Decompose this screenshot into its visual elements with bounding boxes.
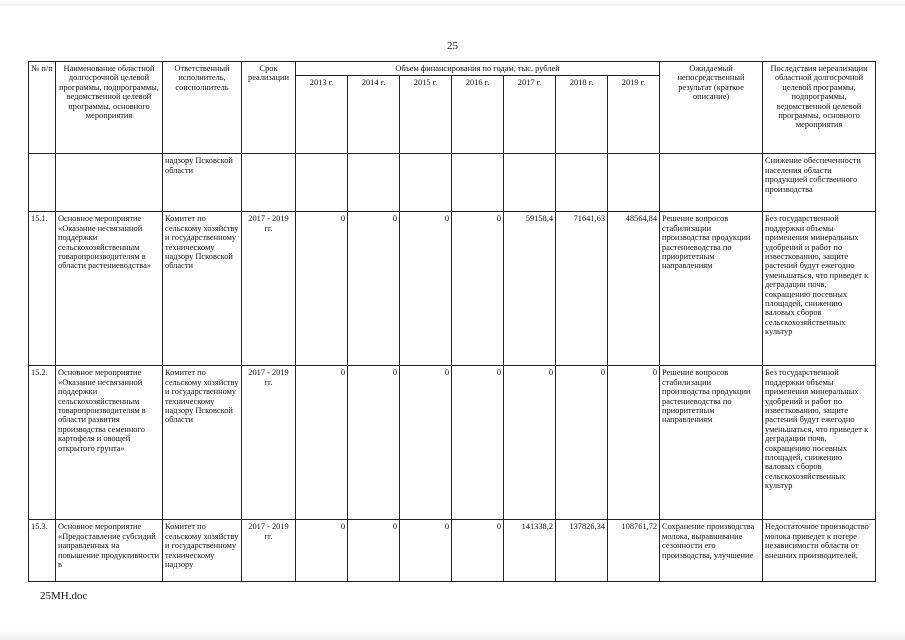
footer-filename: 25МН.doc <box>40 590 88 602</box>
row-term: 2017 - 2019 гг. <box>242 212 296 366</box>
row-value: 0 <box>400 520 452 582</box>
row-value: 0 <box>348 366 400 520</box>
header-year: 2016 г. <box>452 76 504 154</box>
table-row <box>29 154 876 212</box>
row-value: 0 <box>556 366 608 520</box>
row-executor: надзору Псковской области <box>163 154 242 212</box>
row-value <box>504 154 556 212</box>
row-name: Основное мероприятие «Оказание несвязанной поддержки сельскохозяйственным товаропроизводителям в области растениеводства» <box>56 212 163 366</box>
row-name: Основное мероприятие «Оказание несвязанной поддержки сельскохозяйственным товаропроизводителям в области развития производства семенного картофеля и овощей открытого грунта» <box>56 366 163 520</box>
scan-edge-bottom <box>0 630 905 640</box>
row-value <box>348 154 400 212</box>
header-year: 2017 г. <box>504 76 556 154</box>
page-number: 25 <box>447 40 458 52</box>
row-num: 15.1. <box>29 212 56 366</box>
row-value <box>608 154 660 212</box>
row-value: 0 <box>452 212 504 366</box>
header-funding: Объем финансирования по годам, тыс. рублей <box>296 62 660 76</box>
table-row <box>29 366 876 520</box>
row-num <box>29 154 56 212</box>
row-consequences: Недостаточное производство молока приведет к потере независимости области от внешних производителей, <box>763 520 876 582</box>
row-executor: Комитет по сельскому хозяйству и государственному техническому надзору Псковской области <box>163 212 242 366</box>
row-value: 48564,84 <box>608 212 660 366</box>
row-value: 0 <box>348 520 400 582</box>
row-term: 2017 - 2019 гг. <box>242 520 296 582</box>
header-year: 2019 г. <box>608 76 660 154</box>
row-value: 0 <box>296 520 348 582</box>
row-num: 15.2. <box>29 366 56 520</box>
header-executor: Ответственный исполнитель, соисполнитель <box>163 62 242 154</box>
row-value: 0 <box>296 212 348 366</box>
row-value: 0 <box>400 366 452 520</box>
header-year: 2018 г. <box>556 76 608 154</box>
row-result: Решение вопросов стабилизации производства продукции растениеводства по приоритетным направлениям <box>660 212 763 366</box>
row-result: Решение вопросов стабилизации производства продукции растениеводства по приоритетным направлениям <box>660 366 763 520</box>
row-consequences: Без государственной поддержки объемы применения минеральных удобрений и работ по известкованию, защите растений будут ежегодно уменьшаться, что приведет к деградации почв, сокращению посевных площадей, снижению валовых сборов сельскохозяйственных культур <box>763 212 876 366</box>
header-result: Ожидаемый непосредственный результат (краткое описание) <box>660 62 763 154</box>
row-result: Сохранение производства молока, выравнивание сезонности его производства, улучшение <box>660 520 763 582</box>
row-value: 71641,63 <box>556 212 608 366</box>
row-value: 0 <box>400 212 452 366</box>
row-value <box>400 154 452 212</box>
row-executor: Комитет по сельскому хозяйству и государственному техническому надзору <box>163 520 242 582</box>
row-consequences: Снижение обеспеченности населения области продукцией собственного производства <box>763 154 876 212</box>
row-value: 108761,72 <box>608 520 660 582</box>
row-value <box>452 154 504 212</box>
row-value: 137826,34 <box>556 520 608 582</box>
row-value: 0 <box>452 366 504 520</box>
row-value: 0 <box>608 366 660 520</box>
header-year: 2014 г. <box>348 76 400 154</box>
row-executor: Комитет по сельскому хозяйству и государственному техническому надзору Псковской области <box>163 366 242 520</box>
row-value <box>296 154 348 212</box>
table-row <box>29 212 876 366</box>
row-term: 2017 - 2019 гг. <box>242 366 296 520</box>
program-table <box>28 61 876 582</box>
row-value: 0 <box>296 366 348 520</box>
header-name: Наименование областной долгосрочной целевой программы, подпрограммы, ведомственной целевой программы, основного мероприятия <box>56 62 163 154</box>
row-name: Основное мероприятие «Предоставление субсидий направленных на повышение продуктивности в <box>56 520 163 582</box>
row-value: 0 <box>452 520 504 582</box>
row-consequences: Без государственной поддержки объемы применения минеральных удобрений и работ по известкованию, защите растений будут ежегодно уменьшаться, что приведет к деградации почв, сокращению посевных площадей, снижению валовых сборов сельскохозяйственных культур <box>763 366 876 520</box>
header-year: 2015 г. <box>400 76 452 154</box>
row-num: 15.3. <box>29 520 56 582</box>
row-result <box>660 154 763 212</box>
row-value: 0 <box>504 366 556 520</box>
scan-edge-top <box>0 0 905 6</box>
row-name <box>56 154 163 212</box>
row-value: 0 <box>348 212 400 366</box>
table-row <box>29 520 876 582</box>
header-num: № п/п <box>29 62 56 154</box>
row-value: 141338,2 <box>504 520 556 582</box>
header-consequences: Последствия нереализации областной долгосрочной целевой программы, подпрограммы, ведомственной целевой программы, основного мероприятия <box>763 62 876 154</box>
table-header-row <box>29 62 876 76</box>
header-year: 2013 г. <box>296 76 348 154</box>
row-value <box>556 154 608 212</box>
row-value: 59158,4 <box>504 212 556 366</box>
header-term: Срок реализации <box>242 62 296 154</box>
row-term <box>242 154 296 212</box>
